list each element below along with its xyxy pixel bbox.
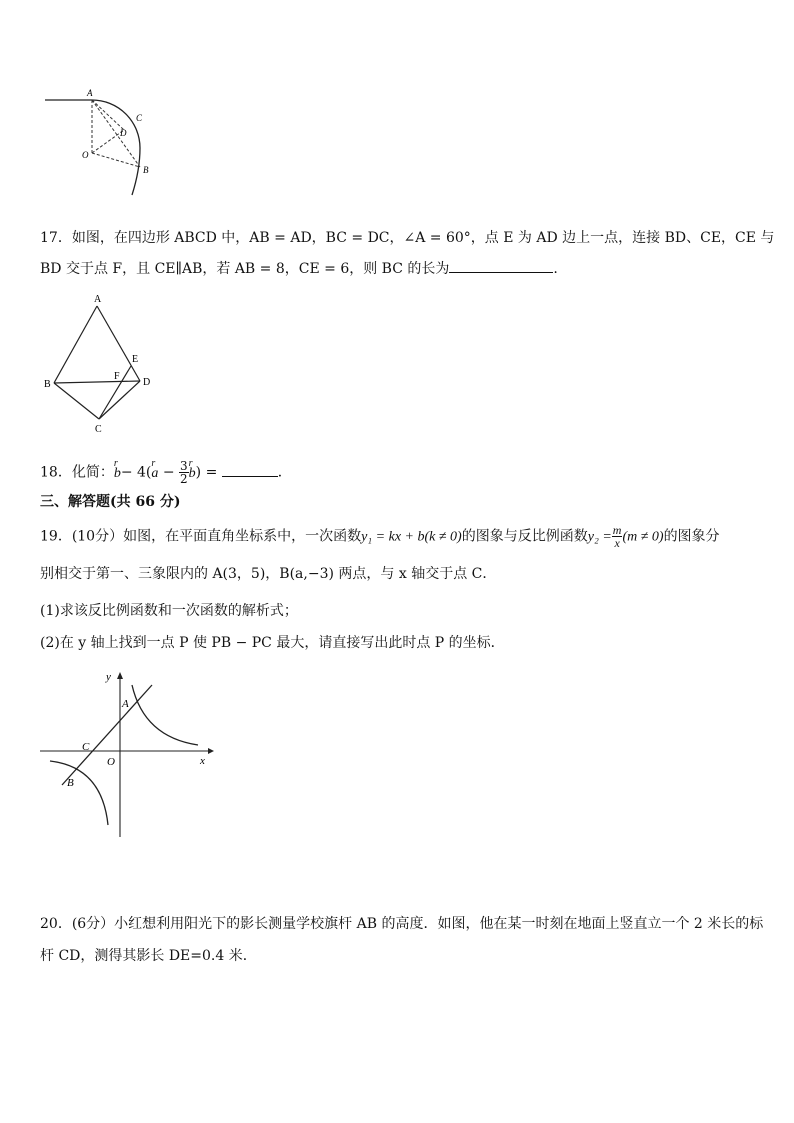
q20-line1: 20．(6分）小红想利用阳光下的影长测量学校旗杆 AB 的高度．如图，他在某一时刻在地面上竖直立一个 2 米长的标 bbox=[40, 916, 764, 932]
q18-vector-b: r b bbox=[114, 464, 121, 484]
fig19-label-x: x bbox=[200, 755, 205, 767]
q18-arrow-icon: r bbox=[113, 457, 118, 469]
fig17-label-B: B bbox=[44, 379, 51, 390]
q18-arrow-icon: r bbox=[151, 457, 156, 469]
q19-cond2: (m ≠ 0) bbox=[622, 529, 664, 545]
fig19-label-O: O bbox=[107, 756, 115, 768]
q18-close: ) = bbox=[195, 464, 218, 481]
fig17-label-F: F bbox=[114, 371, 120, 382]
q17-line2-text: BD 交于点 F，且 CE∥AB，若 AB = 8，CE = 6，则 BC 的长为 bbox=[40, 261, 450, 277]
figure-17 bbox=[40, 290, 170, 435]
fig17-label-C: C bbox=[95, 424, 102, 435]
fig16-label-O: O bbox=[82, 150, 89, 160]
q17-line2: BD 交于点 F，且 CE∥AB，若 AB = 8，CE = 6，则 BC 的长为 . bbox=[40, 258, 558, 279]
fig16-label-C: C bbox=[136, 113, 143, 123]
fig19-label-B: B bbox=[67, 777, 74, 789]
fig19-label-y: y bbox=[106, 671, 111, 683]
fig16-label-D: D bbox=[120, 128, 127, 138]
q18-fraction: $\frac{3}{2}$ bbox=[180, 459, 188, 486]
q19-fraction: $\frac{m}{x}$ bbox=[612, 523, 622, 550]
q19-cond1: (k ≠ 0) bbox=[424, 529, 462, 545]
q18-line: 18．化简： r b− 4( r a − $\frac{3}{2}$ r b) = ． bbox=[40, 460, 292, 485]
q18-answer-blank[interactable] bbox=[222, 462, 278, 477]
q18-arrow-icon: r bbox=[188, 457, 193, 469]
fig16-label-A: A bbox=[87, 88, 93, 98]
q19-line2: 别相交于第一、三象限内的 A(3，5)，B(a,−3) 两点，与 x 轴交于点 C． bbox=[40, 566, 497, 582]
fig16-label-B: B bbox=[143, 165, 149, 175]
q19-line1: 19．(10分）如图，在平面直角坐标系中，一次函数y₁ = kx + b(k ≠ 0)的图象与反比例函数y₂ = $\frac{m}{x}$ (m ≠ 0)的图象分 bbox=[40, 523, 720, 550]
fig17-label-A: A bbox=[94, 294, 102, 305]
q19-sub1: (1)求该反比例函数和一次函数的解析式； bbox=[40, 603, 298, 619]
figure-16 bbox=[40, 85, 170, 200]
fig19-label-C: C bbox=[82, 741, 90, 753]
q19-y1: y₁ = kx + b bbox=[361, 529, 425, 545]
q20-line2: 杆 CD，测得其影长 DE=0.4 米． bbox=[40, 948, 257, 964]
q18-minus: − bbox=[158, 464, 180, 481]
fig17-label-E: E bbox=[132, 354, 139, 365]
q18-vector-b2: r b bbox=[189, 464, 196, 484]
figure-19 bbox=[40, 665, 220, 840]
fig17-label-D: D bbox=[143, 377, 151, 388]
q17-line1: 17．如图，在四边形 ABCD 中，AB = AD，BC = DC，∠A = 60°，点 E 为 AD 边上一点，连接 BD、CE，CE 与 bbox=[40, 230, 775, 246]
section-3-heading: 三、解答题(共 66 分) bbox=[40, 494, 181, 510]
q19-y2: y₂ = bbox=[587, 529, 612, 545]
fig19-label-A: A bbox=[122, 698, 129, 710]
q18-minus4: − 4( bbox=[120, 464, 152, 481]
q17-answer-blank[interactable] bbox=[449, 258, 553, 273]
q18-prefix: 18．化简： bbox=[40, 464, 114, 481]
q18-vector-a: r a bbox=[151, 464, 158, 484]
q19-sub2: (2)在 y 轴上找到一点 P 使 PB − PC 最大，请直接写出此时点 P 的坐标． bbox=[40, 635, 505, 651]
